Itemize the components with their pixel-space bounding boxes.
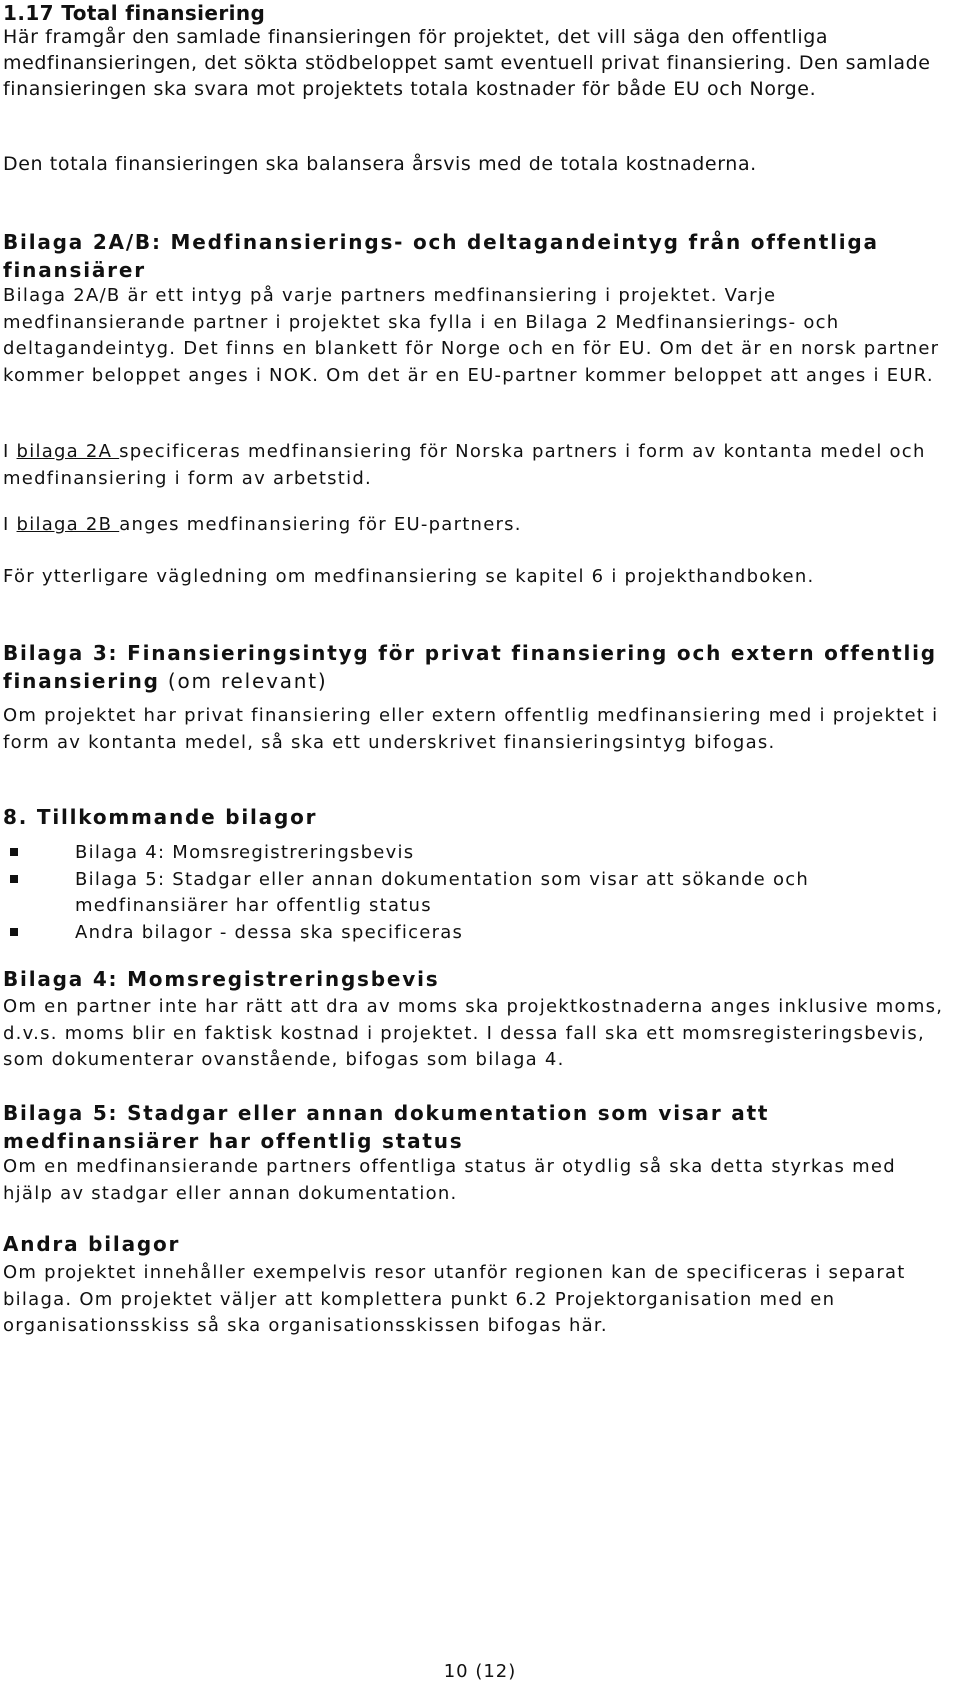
- section-heading-1-17: 1.17 Total finansiering: [3, 1, 266, 25]
- bullet-square-icon: [10, 875, 18, 883]
- list-item: [3, 920, 948, 947]
- bilaga-2-paragraph-2-prefix: I: [3, 441, 17, 462]
- bilaga-2b-link[interactable]: bilaga 2B: [16, 514, 120, 535]
- bilaga-2a-link[interactable]: bilaga 2A: [16, 441, 120, 462]
- bilaga-5-heading: Bilaga 5: Stadgar eller annan dokumentation som visar att medfinansiärer har offentlig status: [3, 1101, 770, 1153]
- bilaga-4-heading: Bilaga 4: Momsregistreringsbevis: [3, 967, 440, 991]
- bilaga-2-paragraph-3-prefix: I: [3, 514, 17, 535]
- bilaga-3-heading: [3, 639, 948, 695]
- list-item: [3, 867, 948, 920]
- bilaga-3-paragraph-1: Om projektet har privat finansiering eller extern offentlig medfinansiering med i projektet i form av kontanta medel, så ska ett underskrivet finansieringsintyg bifogas.: [3, 705, 939, 753]
- bilaga-2-paragraph-2: [3, 439, 948, 492]
- bilaga-4-paragraph-1: Om en partner inte har rätt att dra av moms ska projektkostnaderna anges inklusive moms, d.v.s. moms blir en faktisk kostnad i projektet. I dessa fall ska ett momsregisteringsbevis, som dokumenterar ovanstående, bifogas som bilaga 4.: [3, 996, 944, 1070]
- section-1-17-paragraph-1: Här framgår den samlade finansieringen för projektet, det vill säga den offentliga medfinansieringen, det sökta stödbeloppet samt eventuell privat finansiering. Den samlade finansieringen ska svara mot projektets totala kostnader för både EU och Norge.: [3, 26, 931, 100]
- bilaga-2-heading: Bilaga 2A/B: Medfinansierings- och deltagandeintyg från offentliga finansiärer: [3, 230, 879, 282]
- list-item: [3, 840, 948, 867]
- andra-bilagor-paragraph-1: Om projektet innehåller exempelvis resor utanför regionen kan de specificeras i separat bilaga. Om projektet väljer att komplettera punkt 6.2 Projektorganisation med en organisationsskiss så ska organisationsskissen bifogas här.: [3, 1262, 906, 1336]
- list-item-label: Bilaga 5: Stadgar eller annan dokumentation som visar att sökande och medfinansiärer har offentlig status: [75, 868, 810, 916]
- bullet-square-icon: [10, 928, 18, 936]
- bilaga-3-heading-note: (om relevant): [159, 669, 328, 693]
- list-item-label: Andra bilagor - dessa ska specificeras: [75, 921, 464, 943]
- andra-bilagor-heading: Andra bilagor: [3, 1232, 181, 1256]
- bilaga-5-paragraph-1: Om en medfinansierande partners offentliga status är otydlig så ska detta styrkas med hjälp av stadgar eller annan dokumentation.: [3, 1156, 896, 1204]
- list-item-label: Bilaga 4: Momsregistreringsbevis: [75, 842, 415, 863]
- bilaga-2-paragraph-3: [3, 512, 948, 539]
- bullet-square-icon: [10, 848, 18, 856]
- section-8-list: [3, 840, 948, 946]
- bilaga-2-paragraph-1: Bilaga 2A/B är ett intyg på varje partners medfinansiering i projektet. Varje medfinansierande partner i projektet ska fylla i en Bilaga 2 Medfinansierings- och deltagandeintyg. Det finns en blankett för Norge och en för EU. Om det är en norsk partner kommer beloppet anges i NOK. Om det är en EU-partner kommer beloppet att anges i EUR.: [3, 285, 940, 386]
- page-number: 10 (12): [443, 1661, 517, 1682]
- bilaga-2-paragraph-4: För ytterligare vägledning om medfinansiering se kapitel 6 i projekthandboken.: [3, 566, 815, 587]
- bilaga-2-paragraph-3-text: anges medfinansiering för EU-partners.: [119, 514, 522, 535]
- bilaga-3-heading-bold: Bilaga 3: Finansieringsintyg för privat finansiering och extern offentlig finansiering: [3, 641, 937, 693]
- section-8-heading: 8. Tillkommande bilagor: [3, 805, 318, 829]
- section-1-17-paragraph-2: Den totala finansieringen ska balansera årsvis med de totala kostnaderna.: [3, 153, 757, 175]
- bilaga-2-paragraph-2-text: specificeras medfinansiering för Norska partners i form av kontanta medel och medfinansiering i form av arbetstid.: [3, 441, 926, 489]
